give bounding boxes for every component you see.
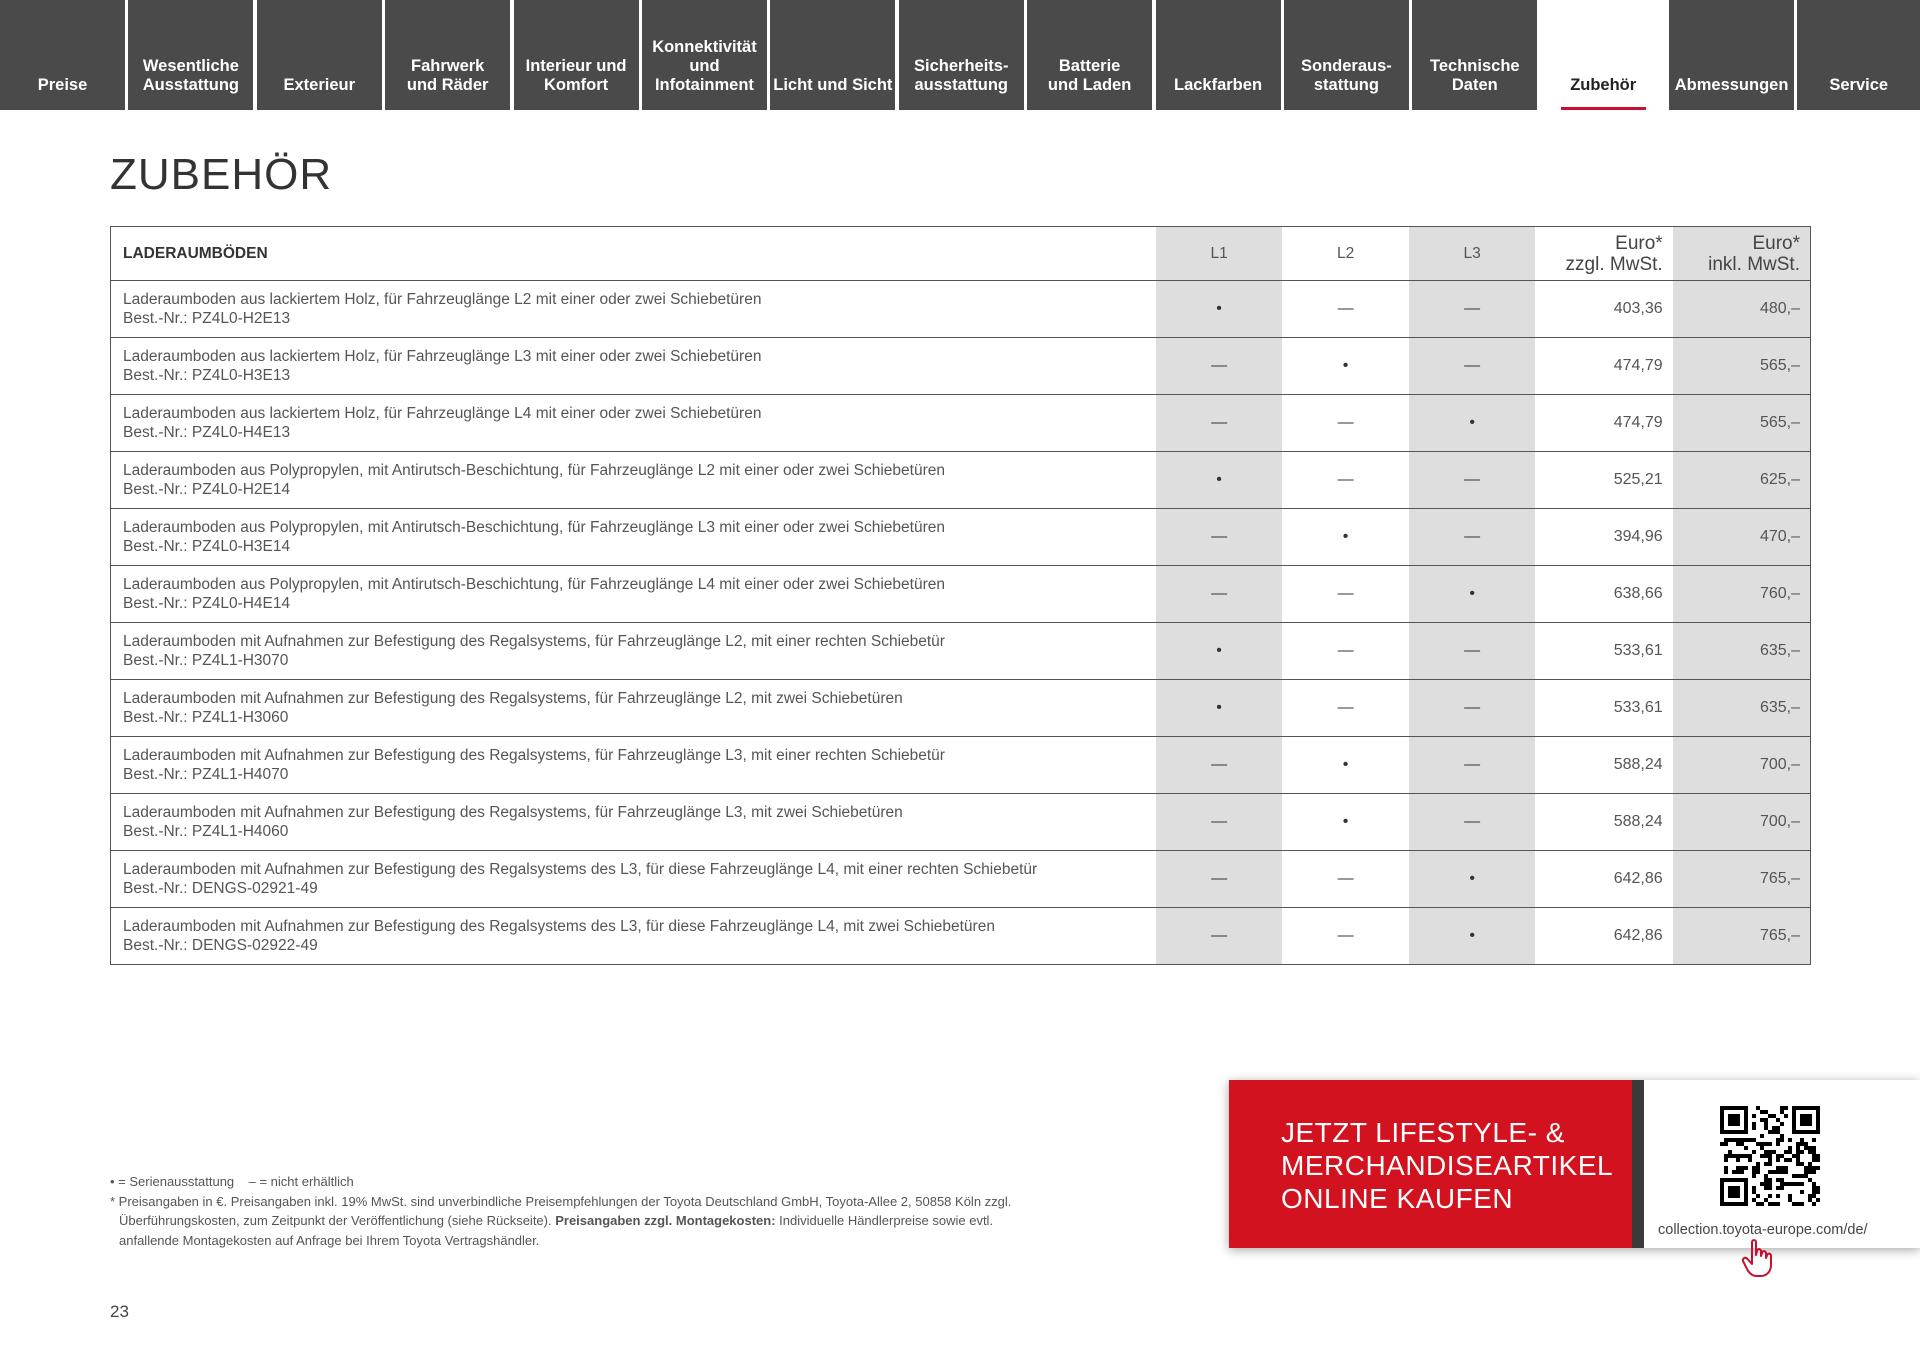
- price-gross: 765,–: [1673, 851, 1811, 908]
- price-gross: 625,–: [1673, 452, 1811, 509]
- availability-l1: —: [1156, 566, 1283, 623]
- price-net: 474,79: [1535, 395, 1672, 452]
- row-order-number: Best.-Nr.: PZ4L0-H4E14: [123, 595, 291, 612]
- availability-l1: —: [1156, 851, 1283, 908]
- availability-l1: —: [1156, 509, 1283, 566]
- tab-lackfarben[interactable]: Lackfarben: [1156, 0, 1281, 110]
- footnote-price-line1: * Preisangaben in €. Preisangaben inkl. 19% MwSt. sind unverbindliche Preisempfehlungen der Toyota Deutschland GmbH, Toyota-Allee 2, 50858 Köln zzgl.: [110, 1193, 1012, 1209]
- price-gross: 470,–: [1673, 509, 1811, 566]
- table-row: [111, 452, 1811, 509]
- section-nav: [0, 0, 1920, 110]
- availability-l3: •: [1409, 395, 1536, 452]
- tab-fahrwerk-und-räder[interactable]: Fahrwerk und Räder: [385, 0, 510, 110]
- row-description: Laderaumboden mit Aufnahmen zur Befestigung des Regalsystems, für Fahrzeuglänge L2, mit einer rechten Schiebetür: [123, 633, 945, 650]
- row-description: Laderaumboden mit Aufnahmen zur Befestigung des Regalsystems, für Fahrzeuglänge L3, mit zwei Schiebetüren: [123, 804, 903, 821]
- qr-code-icon[interactable]: [1720, 1106, 1820, 1206]
- availability-l1: •: [1156, 623, 1283, 680]
- tab-licht-und-sicht[interactable]: Licht und Sicht: [770, 0, 895, 110]
- price-net: 533,61: [1535, 623, 1672, 680]
- column-header-l2: L2: [1282, 227, 1409, 281]
- row-order-number: Best.-Nr.: DENGS-02921-49: [123, 880, 318, 897]
- row-description: Laderaumboden aus Polypropylen, mit Antirutsch-Beschichtung, für Fahrzeuglänge L4 mit einer oder zwei Schiebetüren: [123, 576, 945, 593]
- availability-l3: •: [1409, 566, 1536, 623]
- column-header-l3: L3: [1409, 227, 1536, 281]
- availability-l2: •: [1282, 338, 1409, 395]
- table-row: [111, 338, 1811, 395]
- price-gross: 635,–: [1673, 680, 1811, 737]
- tab-abmessungen[interactable]: Abmessungen: [1669, 0, 1794, 110]
- footnote-legend: • = Serienausstattung – = nicht erhältlich: [110, 1174, 354, 1189]
- price-gross: 565,–: [1673, 395, 1811, 452]
- availability-l1: •: [1156, 680, 1283, 737]
- table-row: [111, 851, 1811, 908]
- row-order-number: Best.-Nr.: DENGS-02922-49: [123, 937, 318, 954]
- availability-l2: —: [1282, 908, 1409, 965]
- table-row: [111, 737, 1811, 794]
- tab-interieur-und-komfort[interactable]: Interieur und Komfort: [514, 0, 639, 110]
- price-net: 588,24: [1535, 737, 1672, 794]
- row-order-number: Best.-Nr.: PZ4L1-H4070: [123, 766, 289, 783]
- price-gross: 700,–: [1673, 794, 1811, 851]
- footnote-price-line3: anfallende Montagekosten auf Anfrage bei Ihrem Toyota Vertragshändler.: [119, 1232, 540, 1248]
- availability-l3: —: [1409, 452, 1536, 509]
- table-row: [111, 794, 1811, 851]
- availability-l1: —: [1156, 908, 1283, 965]
- promo-qr-panel: [1644, 1080, 1920, 1248]
- availability-l3: —: [1409, 338, 1536, 395]
- price-gross: 565,–: [1673, 338, 1811, 395]
- availability-l2: —: [1282, 281, 1409, 338]
- price-net: 474,79: [1535, 338, 1672, 395]
- table-row: [111, 509, 1811, 566]
- price-gross: 765,–: [1673, 908, 1811, 965]
- price-net: 638,66: [1535, 566, 1672, 623]
- merchandise-promo-banner[interactable]: [1229, 1080, 1920, 1248]
- availability-l2: •: [1282, 794, 1409, 851]
- row-description: Laderaumboden mit Aufnahmen zur Befestigung des Regalsystems des L3, für diese Fahrzeuglänge L4, mit zwei Schiebetüren: [123, 918, 995, 935]
- tab-exterieur[interactable]: Exterieur: [257, 0, 382, 110]
- footnote-price-line2: [110, 1211, 1160, 1231]
- price-net: 403,36: [1535, 281, 1672, 338]
- footnote-assembly-costs-label: Preisangaben zzgl. Montagekosten:: [555, 1213, 776, 1228]
- row-description-cell: [111, 509, 1156, 566]
- row-description-cell: [111, 566, 1156, 623]
- promo-url-link[interactable]: collection.toyota-europe.com/de/: [1658, 1222, 1868, 1238]
- column-header-section: LADERAUMBÖDEN: [111, 227, 1156, 281]
- price-net: 642,86: [1535, 908, 1672, 965]
- availability-l2: •: [1282, 509, 1409, 566]
- row-order-number: Best.-Nr.: PZ4L1-H3070: [123, 652, 289, 669]
- tab-sicherheits-ausstattung[interactable]: Sicherheits- ausstattung: [899, 0, 1024, 110]
- hand-pointer-icon: [1740, 1238, 1774, 1278]
- tab-konnektivität-und-infotainment[interactable]: Konnektivität und Infotainment: [642, 0, 767, 110]
- availability-l2: —: [1282, 566, 1409, 623]
- price-net: 588,24: [1535, 794, 1672, 851]
- row-description-cell: [111, 737, 1156, 794]
- tab-service[interactable]: Service: [1797, 0, 1920, 110]
- availability-l3: —: [1409, 281, 1536, 338]
- tab-zubehör[interactable]: Zubehör: [1541, 0, 1666, 110]
- row-order-number: Best.-Nr.: PZ4L0-H2E14: [123, 481, 291, 498]
- row-description-cell: [111, 908, 1156, 965]
- availability-l1: •: [1156, 452, 1283, 509]
- row-order-number: Best.-Nr.: PZ4L0-H2E13: [123, 310, 291, 327]
- row-description: Laderaumboden mit Aufnahmen zur Befestigung des Regalsystems, für Fahrzeuglänge L2, mit zwei Schiebetüren: [123, 690, 903, 707]
- price-gross: 635,–: [1673, 623, 1811, 680]
- table-row: [111, 680, 1811, 737]
- footnote-price-line2-text: Überführungskosten, zum Zeitpunkt der Veröffentlichung (siehe Rückseite).: [119, 1213, 556, 1228]
- table-row: [111, 908, 1811, 965]
- availability-l1: —: [1156, 338, 1283, 395]
- price-net: 533,61: [1535, 680, 1672, 737]
- promo-line-1: JETZT LIFESTYLE- &: [1281, 1117, 1565, 1148]
- row-order-number: Best.-Nr.: PZ4L0-H3E14: [123, 538, 291, 555]
- availability-l3: —: [1409, 794, 1536, 851]
- price-gross: 760,–: [1673, 566, 1811, 623]
- row-order-number: Best.-Nr.: PZ4L1-H3060: [123, 709, 289, 726]
- tab-technische-daten[interactable]: Technische Daten: [1412, 0, 1537, 110]
- row-description-cell: [111, 794, 1156, 851]
- tab-sonderaus-stattung[interactable]: Sonderaus- stattung: [1284, 0, 1409, 110]
- row-description-cell: [111, 395, 1156, 452]
- page-number: 23: [110, 1302, 129, 1321]
- promo-line-2: MERCHANDISEARTIKEL: [1281, 1150, 1614, 1181]
- availability-l3: —: [1409, 737, 1536, 794]
- price-net: 394,96: [1535, 509, 1672, 566]
- availability-l2: —: [1282, 851, 1409, 908]
- column-header-l1: L1: [1156, 227, 1283, 281]
- row-description-cell: [111, 623, 1156, 680]
- tab-batterie-und-laden[interactable]: Batterie und Laden: [1027, 0, 1152, 110]
- footnote-price-line2-rest: Individuelle Händlerpreise sowie evtl.: [775, 1213, 994, 1228]
- availability-l3: •: [1409, 908, 1536, 965]
- row-description: Laderaumboden aus lackiertem Holz, für Fahrzeuglänge L3 mit einer oder zwei Schiebetüren: [123, 348, 762, 365]
- column-header-euro-net: Euro* zzgl. MwSt.: [1535, 227, 1672, 281]
- accessories-table: [110, 226, 1811, 965]
- row-order-number: Best.-Nr.: PZ4L1-H4060: [123, 823, 289, 840]
- availability-l3: •: [1409, 851, 1536, 908]
- row-order-number: Best.-Nr.: PZ4L0-H4E13: [123, 424, 291, 441]
- availability-l1: —: [1156, 737, 1283, 794]
- price-net: 642,86: [1535, 851, 1672, 908]
- table-row: [111, 281, 1811, 338]
- tab-preise[interactable]: Preise: [0, 0, 125, 110]
- row-description: Laderaumboden aus lackiertem Holz, für Fahrzeuglänge L4 mit einer oder zwei Schiebetüren: [123, 405, 762, 422]
- availability-l2: —: [1282, 452, 1409, 509]
- row-description-cell: [111, 338, 1156, 395]
- row-description: Laderaumboden mit Aufnahmen zur Befestigung des Regalsystems, für Fahrzeuglänge L3, mit einer rechten Schiebetür: [123, 747, 945, 764]
- availability-l3: —: [1409, 680, 1536, 737]
- promo-headline[interactable]: [1229, 1080, 1644, 1248]
- table-row: [111, 395, 1811, 452]
- tab-wesentliche-ausstattung[interactable]: Wesentliche Ausstattung: [128, 0, 253, 110]
- column-header-euro-gross: Euro* inkl. MwSt.: [1673, 227, 1811, 281]
- table-header-row: [111, 227, 1811, 281]
- row-order-number: Best.-Nr.: PZ4L0-H3E13: [123, 367, 291, 384]
- row-description-cell: [111, 281, 1156, 338]
- row-description-cell: [111, 452, 1156, 509]
- row-description: Laderaumboden mit Aufnahmen zur Befestigung des Regalsystems des L3, für diese Fahrzeuglänge L4, mit einer rechten Schiebetür: [123, 861, 1038, 878]
- price-net: 525,21: [1535, 452, 1672, 509]
- availability-l1: —: [1156, 794, 1283, 851]
- price-gross: 700,–: [1673, 737, 1811, 794]
- page-title: ZUBEHÖR: [110, 150, 333, 199]
- availability-l2: —: [1282, 680, 1409, 737]
- availability-l2: —: [1282, 395, 1409, 452]
- table-row: [111, 623, 1811, 680]
- availability-l3: —: [1409, 623, 1536, 680]
- footnotes: [110, 1172, 1160, 1250]
- row-description: Laderaumboden aus lackiertem Holz, für Fahrzeuglänge L2 mit einer oder zwei Schiebetüren: [123, 291, 762, 308]
- availability-l1: •: [1156, 281, 1283, 338]
- row-description: Laderaumboden aus Polypropylen, mit Antirutsch-Beschichtung, für Fahrzeuglänge L3 mit einer oder zwei Schiebetüren: [123, 519, 945, 536]
- promo-line-3: ONLINE KAUFEN: [1281, 1183, 1514, 1214]
- row-description-cell: [111, 851, 1156, 908]
- table-row: [111, 566, 1811, 623]
- row-description: Laderaumboden aus Polypropylen, mit Antirutsch-Beschichtung, für Fahrzeuglänge L2 mit einer oder zwei Schiebetüren: [123, 462, 945, 479]
- availability-l2: •: [1282, 737, 1409, 794]
- availability-l2: —: [1282, 623, 1409, 680]
- availability-l3: —: [1409, 509, 1536, 566]
- price-gross: 480,–: [1673, 281, 1811, 338]
- availability-l1: —: [1156, 395, 1283, 452]
- row-description-cell: [111, 680, 1156, 737]
